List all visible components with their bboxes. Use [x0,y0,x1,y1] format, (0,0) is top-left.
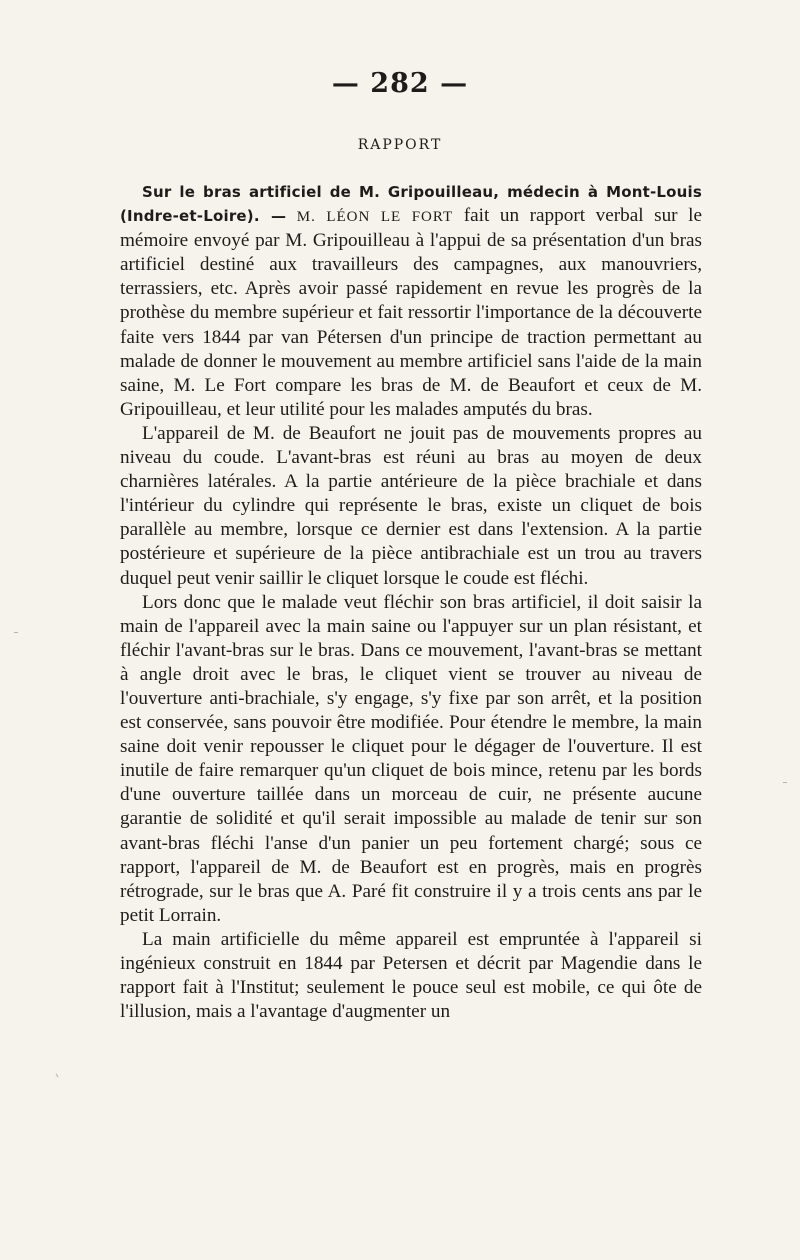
paragraph-1-text: fait un rapport verbal sur le mémoire envoyé par M. Gripouilleau à l'appui de sa présentation d'un bras artificiel destiné aux travailleurs des campagnes, aux manouvriers, terrassiers, etc. Après avoir passé rapidement en revue les progrès de la prothèse du membre supérieur et fait ressortir l'importance de la découverte faite vers 1844 par van Pétersen d'un principe de traction permettant au malade de donner le mouvement au membre artificiel sans l'aide de la main saine, M. Le Fort compare les bras de M. de Beaufort et ceux de M. Gripouilleau, et leur utilité pour les malades amputés du bras. [120,205,702,420]
page-number: — 282 — [331,68,469,99]
paper-speck [783,782,787,783]
paragraph-4: La main artificielle du même appareil est empruntée à l'appareil si ingénieux construit en 1844 par Petersen et décrit par Magendie dans le rapport fait à l'Institut; seulement le pouce seul est mobile, ce qui ôte de l'illusion, mais a l'avantage d'augmenter un [120,928,702,1023]
paragraph-3: Lors donc que le malade veut fléchir son bras artificiel, il doit saisir la main de l'appareil avec la main saine ou l'appuyer sur un plan résistant, et fléchir l'avant-bras sur le bras. Dans ce mouvement, l'avant-bras se mettant à angle droit avec le bras, le cliquet vient se trouver au niveau de l'ouverture anti-brachiale, s'y engage, s'y fixe par son arrêt, et la position est conservée, sans pouvoir être modifiée. Pour étendre le membre, la main saine doit venir repousser le cliquet pour le dégager de l'ouverture. Il est inutile de faire remarquer qu'un cliquet de bois mince, retenu par les bords d'une ouverture taillée dans un morceau de cuir, ne présente aucune garantie de solidité et qu'il serait impossible au malade de tenir sur son avant-bras fléchi l'anse d'un panier un peu fortement chargé; sous ce rapport, l'appareil de M. de Beaufort est en progrès, mais en progrès rétrograde, sur le bras que A. Paré fit construire il y a trois cents ans par le petit Lorrain. [120,591,702,926]
section-title: RAPPORT [357,137,443,153]
paper-speck [56,1074,59,1078]
paragraph-1 [120,180,702,422]
paragraph-2: L'appareil de M. de Beaufort ne jouit pas de mouvements propres au niveau du coude. L'avant-bras est réuni au bras au moyen de deux charnières latérales. A la partie antérieure de la pièce brachiale et dans l'intérieur du cylindre qui représente le bras, existe un cliquet de bois parallèle au membre, lorsque ce dernier est dans l'extension. A la partie postérieure et supérieure de la pièce antibrachiale est un trou au travers duquel peut venir saillir le cliquet lorsque le coude est fléchi. [120,422,702,589]
speaker-name: M. LÉON LE FORT [296,209,454,226]
lead-heading: Sur le bras artificiel de M. Gripouilleau, médecin à Mont-Louis (Indre-et-Loire). — [120,183,702,226]
article-body [120,180,702,1024]
paper-speck [14,632,18,633]
